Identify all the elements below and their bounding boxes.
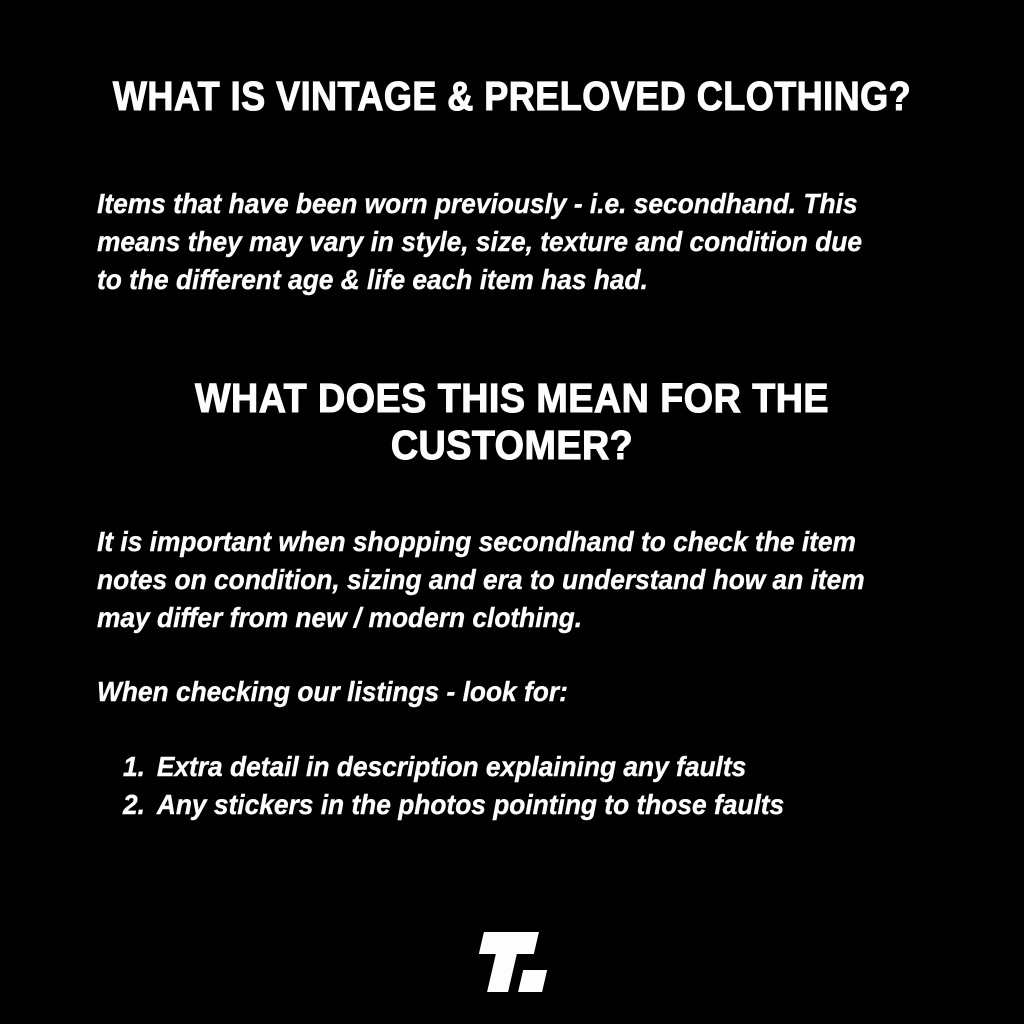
checklist-item-1-text: Extra detail in description explaining any faults	[156, 751, 747, 782]
brand-logo-t-icon	[470, 932, 556, 992]
customer-line-2: notes on condition, sizing and era to understand how an item	[97, 564, 865, 595]
customer-paragraph	[97, 523, 865, 637]
checklist-item-1	[123, 748, 784, 786]
main-heading: WHAT IS VINTAGE & PRELOVED CLOTHING?	[112, 73, 912, 119]
fault-checklist	[123, 748, 784, 824]
listings-prompt: When checking our listings - look for:	[97, 676, 568, 707]
intro-line-1: Items that have been worn previously - i.e. secondhand. This	[97, 188, 858, 219]
customer-line-1: It is important when shopping secondhand to check the item	[97, 526, 856, 557]
customer-line-3: may differ from new / modern clothing.	[97, 602, 583, 633]
checklist-item-2-number: 2.	[123, 789, 145, 820]
intro-line-3: to the different age & life each item has had.	[97, 264, 648, 295]
checklist-item-2	[123, 786, 784, 824]
checklist-item-2-text: Any stickers in the photos pointing to those faults	[156, 789, 785, 820]
intro-line-2: means they may vary in style, size, texture and condition due	[97, 226, 862, 257]
customer-heading	[41, 375, 983, 469]
customer-heading-line-2: CUSTOMER?	[390, 422, 634, 468]
intro-paragraph	[97, 185, 862, 299]
logo-t-dot	[518, 970, 547, 992]
checklist-item-1-number: 1.	[123, 751, 145, 782]
customer-heading-line-1: WHAT DOES THIS MEAN FOR THE	[194, 375, 830, 421]
